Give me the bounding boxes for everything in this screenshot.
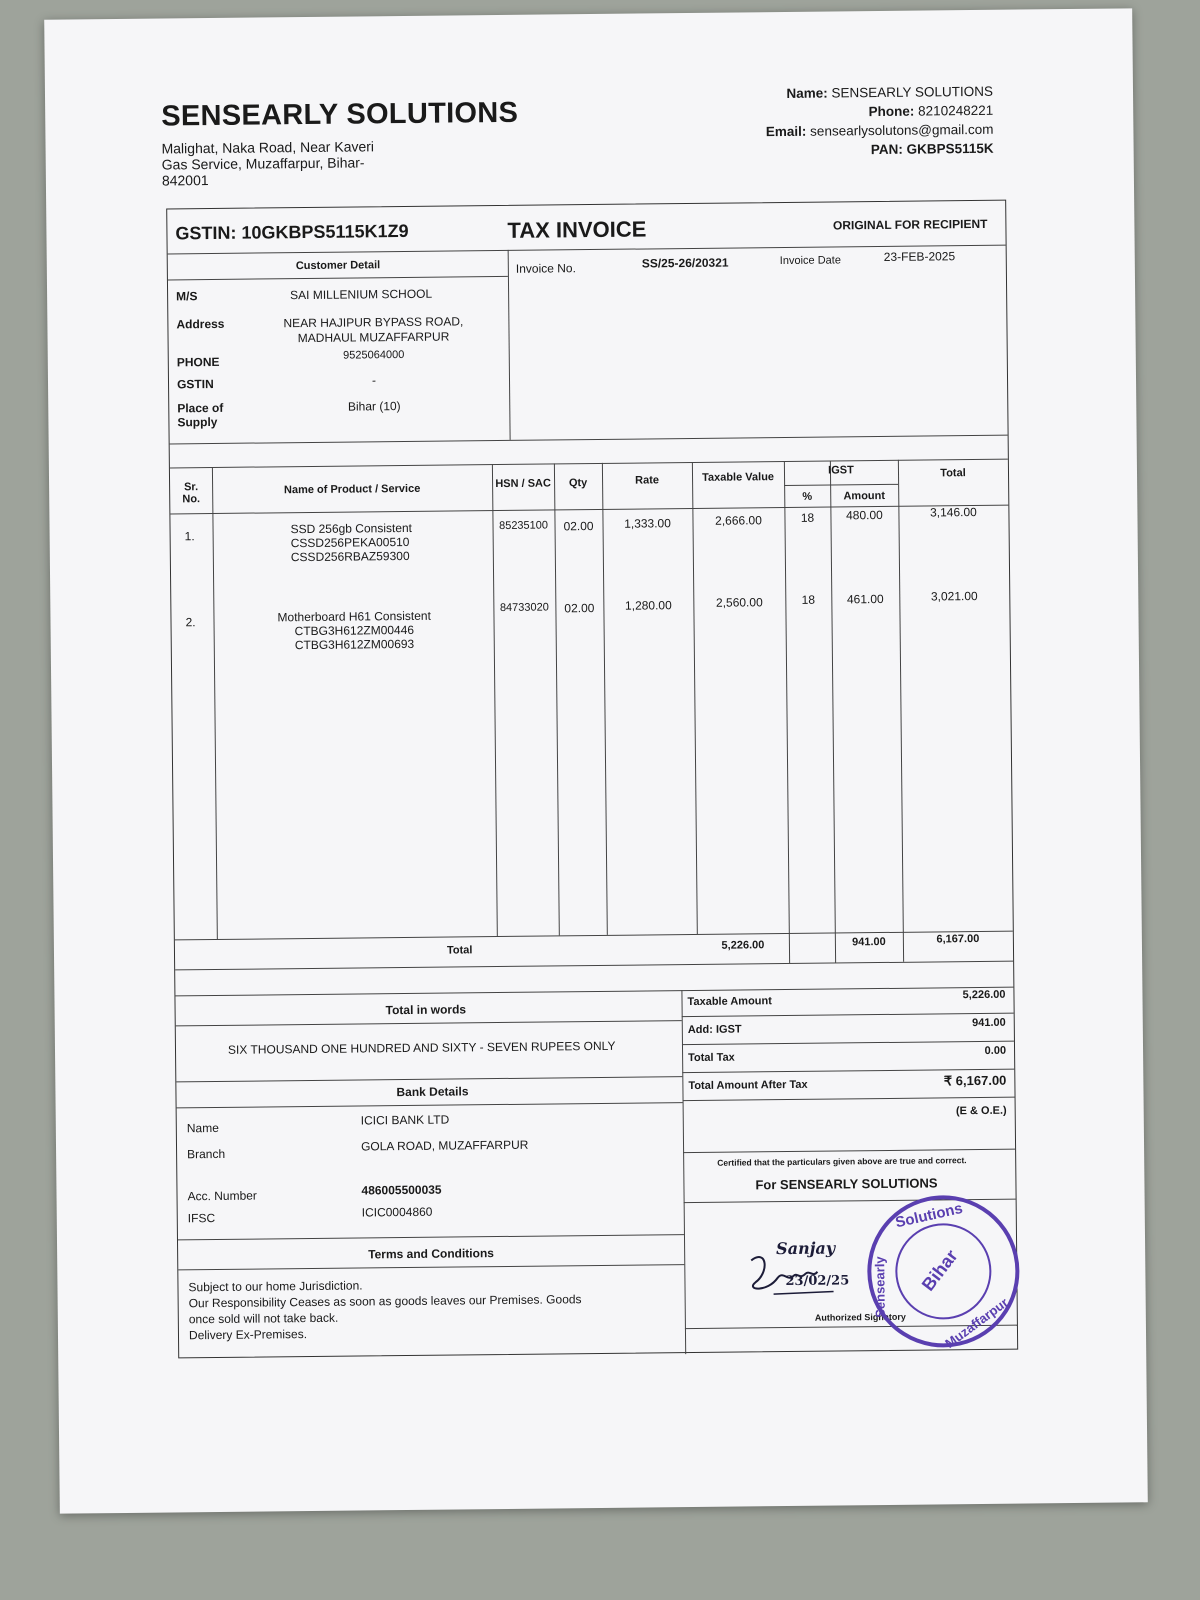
bank-ifsc-label: IFSC (187, 1211, 216, 1226)
email-label: Email: (765, 123, 807, 140)
divider (170, 435, 1008, 445)
stamp-top: Solutions (893, 1199, 965, 1232)
row-hsn: 84733020 (499, 601, 549, 614)
column-divider (554, 463, 560, 935)
taxable-value: 5,226.00 (962, 988, 1006, 1002)
company-contact (765, 82, 993, 160)
row-product (277, 609, 431, 653)
bank-branch-label: Branch (187, 1146, 226, 1162)
row-pct: 18 (801, 592, 816, 607)
certified-text: Certified that the particulars given above are true and correct. (717, 1155, 967, 1168)
terms-line: once sold will not take back. (188, 1310, 339, 1327)
row-sr: 2. (185, 615, 196, 630)
words-value: SIX THOUSAND ONE HUNDRED AND SIXTY - SEVEN RUPEES ONLY (227, 1038, 616, 1057)
product-name: SSD 256gb Consistent (290, 520, 413, 537)
bank-acc-label: Acc. Number (187, 1188, 257, 1204)
total-amount: 941.00 (852, 935, 886, 949)
row-hsn: 85235100 (498, 519, 549, 533)
company-address: Malighat, Naka Road, Near Kaveri Gas Service, Muzaffarpur, Bihar-842001 (161, 138, 375, 189)
row-pct: 18 (800, 510, 815, 525)
column-divider (692, 462, 698, 934)
divider (508, 250, 511, 440)
divider (178, 1234, 684, 1240)
divider (682, 1041, 1014, 1045)
gstin-header: GSTIN: 10GKBPS5115K1Z9 (175, 220, 409, 244)
divider (175, 987, 1013, 997)
place-of-supply: Bihar (10) (347, 399, 401, 414)
row-product (290, 521, 412, 564)
col-sr-line: Sr. (184, 481, 199, 494)
bank-name-label: Name (186, 1120, 219, 1136)
signature-date: 23/02/25 (785, 1273, 850, 1290)
taxable-label: Taxable Amount (687, 995, 772, 1009)
row-taxable: 2,560.00 (715, 595, 763, 610)
gstin-label: GSTIN (176, 376, 214, 392)
for-company: For SENSEARLY SOLUTIONS (755, 1175, 938, 1193)
row-amount: 480.00 (846, 507, 883, 523)
bank-name: ICICI BANK LTD (360, 1112, 450, 1128)
invoice-date-label: Invoice Date (779, 254, 841, 268)
pan-label: PAN: (870, 141, 903, 158)
contact-name-label: Name: (786, 85, 828, 101)
bank-ifsc: ICIC0004860 (361, 1204, 433, 1220)
signatory-label: Authorized Signatory (814, 1311, 906, 1323)
bank-branch: GOLA ROAD, MUZAFFARPUR (360, 1137, 529, 1154)
column-divider (784, 461, 790, 963)
col-pct: % (802, 490, 813, 503)
total-label: Total (446, 944, 473, 957)
total-tax-label: Total Tax (688, 1051, 735, 1065)
stamp-center: Bihar (917, 1245, 962, 1295)
bank-heading: Bank Details (396, 1084, 469, 1100)
terms-heading: Terms and Conditions (368, 1246, 495, 1262)
bank-acc: 486005500035 (361, 1182, 442, 1198)
product-name: Motherboard H61 Consistent (277, 608, 431, 625)
divider (682, 1013, 1014, 1017)
after-tax-label: Total Amount After Tax (688, 1078, 808, 1093)
invoice-title: TAX INVOICE (507, 216, 647, 243)
igst-value: 941.00 (972, 1016, 1006, 1030)
eoe: (E & O.E.) (955, 1104, 1007, 1118)
divider (683, 1097, 1015, 1101)
total-taxable: 5,226.00 (721, 939, 765, 952)
column-divider (492, 464, 498, 936)
total-tax-value: 0.00 (984, 1044, 1007, 1057)
stamp-left: Sensearly (872, 1256, 888, 1318)
invoice-paper (44, 8, 1148, 1513)
place-label-line: Place of (177, 400, 224, 416)
invoice-no: SS/25-26/20321 (641, 255, 729, 271)
words-label: Total in words (385, 1002, 467, 1018)
divider (784, 484, 898, 486)
ms-label: M/S (176, 289, 198, 304)
col-qty: Qty (568, 477, 588, 490)
customer-address (268, 314, 478, 346)
terms-line: Subject to our home Jurisdiction. (188, 1278, 363, 1295)
row-taxable: 2,666.00 (715, 513, 762, 528)
company-phone: 8210248221 (918, 102, 994, 119)
column-divider (212, 467, 218, 939)
product-serial: CSSD256PEKA00510 (290, 534, 410, 551)
col-amount: Amount (843, 489, 886, 503)
col-sr (170, 481, 212, 505)
customer-phone: 9525064000 (343, 348, 405, 362)
col-product: Name of Product / Service (283, 482, 421, 497)
signature-name: Sanjay (776, 1238, 836, 1259)
column-divider (898, 460, 904, 962)
phone-label: Phone: (868, 103, 915, 120)
company-email: sensearlysolutons@gmail.com (810, 121, 994, 139)
divider (176, 1076, 682, 1082)
place-label-line: Supply (177, 414, 218, 430)
col-hsn: HSN / SAC (495, 477, 551, 491)
col-sr-line: No. (182, 493, 201, 506)
customer-name: SAI MILLENIUM SCHOOL (290, 286, 433, 303)
row-amount: 461.00 (846, 591, 884, 607)
total-grand: 6,167.00 (936, 932, 980, 946)
divider (175, 961, 1013, 971)
address-line: NEAR HAJIPUR BYPASS ROAD, (283, 314, 464, 331)
invoice-no-label: Invoice No. (515, 261, 576, 276)
product-serial: CTBG3H612ZM00693 (294, 636, 415, 653)
company-pan: GKBPS5115K (906, 140, 994, 157)
terms-line: Delivery Ex-Premises. (188, 1327, 308, 1343)
divider (177, 1102, 683, 1108)
col-rate: Rate (635, 474, 660, 487)
product-serial: CTBG3H612ZM00446 (294, 622, 415, 639)
col-igst: IGST (828, 464, 854, 477)
company-name: SENSEARLY SOLUTIONS (161, 96, 519, 133)
column-divider (830, 461, 836, 963)
address-label: Address (176, 316, 225, 332)
customer-heading: Customer Detail (295, 259, 381, 273)
address-line: MADHAUL MUZAFFARPUR (297, 329, 450, 346)
place-label (177, 401, 223, 429)
invoice-date: 23-FEB-2025 (883, 249, 956, 264)
stamp-bottom: Muzaffarpur (942, 1294, 1011, 1352)
row-sr: 1. (184, 529, 195, 544)
divider (168, 276, 508, 281)
after-tax-value: ₹ 6,167.00 (943, 1072, 1007, 1089)
terms-line: Our Responsibility Ceases as soon as goods leaves our Premises. Goods (188, 1292, 582, 1311)
divider (683, 1149, 1015, 1153)
divider (178, 1264, 684, 1270)
product-serial: CSSD256RBAZ59300 (290, 548, 410, 565)
row-rate: 1,333.00 (624, 516, 671, 531)
col-taxable: Taxable Value (701, 471, 775, 484)
row-rate: 1,280.00 (624, 598, 672, 613)
terms-text (188, 1275, 582, 1343)
invoice-table (166, 200, 1018, 1359)
col-total: Total (940, 467, 966, 480)
phone-label: PHONE (176, 354, 220, 370)
row-total: 3,021.00 (930, 588, 978, 604)
igst-label: Add: IGST (687, 1023, 742, 1037)
copy-label: ORIGINAL FOR RECIPIENT (832, 216, 988, 233)
divider (168, 245, 1006, 255)
customer-gstin: - (371, 373, 377, 388)
row-qty: 02.00 (564, 601, 595, 616)
contact-name: SENSEARLY SOLUTIONS (831, 83, 994, 101)
row-qty: 02.00 (563, 519, 594, 534)
column-divider (602, 463, 608, 935)
divider (176, 1020, 682, 1026)
row-total: 3,146.00 (929, 504, 977, 520)
